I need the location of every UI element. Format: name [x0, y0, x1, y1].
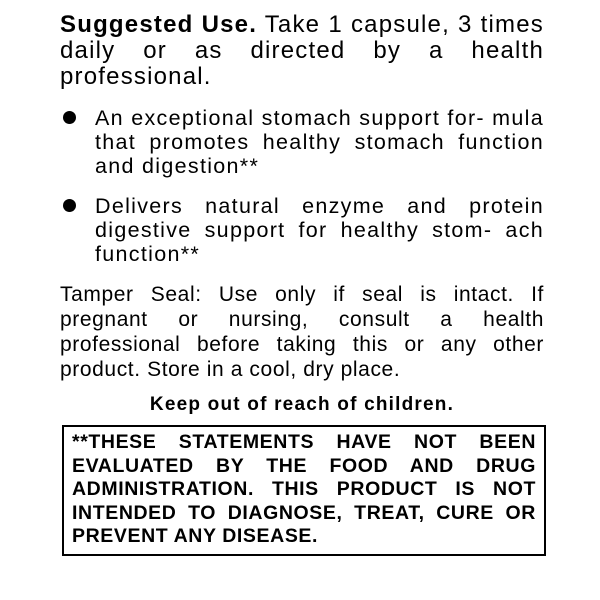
benefits-list: [60, 106, 544, 266]
list-item: [60, 106, 544, 178]
bullet-icon: [63, 111, 76, 124]
supplement-label: [60, 12, 544, 556]
keep-out-of-reach: Keep out of reach of children.: [149, 394, 455, 415]
suggested-use-heading: Suggested Use.: [60, 11, 258, 38]
fda-disclaimer-text: **THESE STATEMENTS HAVE NOT BEEN EVALUATED BY THE FOOD AND DRUG ADMINISTRATION. THIS PRODUCT IS NOT INTENDED TO DIAGNOSE, TREAT, CURE OR PREVENT ANY DISEASE.: [72, 431, 536, 547]
suggested-use-text: Take 1 capsule, 3 times daily or as directed by a health professional.: [60, 11, 544, 90]
tamper-warning: Tamper Seal: Use only if seal is intact. If pregnant or nursing, consult a health professional before taking this or any other product. Store in a cool, dry place.: [60, 283, 544, 381]
list-item: [60, 194, 544, 266]
suggested-use-paragraph: [60, 12, 544, 90]
benefit-text: An exceptional stomach support for- mula that promotes healthy stomach function and digestion**: [95, 106, 544, 178]
fda-disclaimer-box: [62, 425, 546, 556]
benefit-text: Delivers natural enzyme and protein digestive support for healthy stom- ach function**: [95, 194, 544, 266]
bullet-icon: [63, 199, 76, 212]
